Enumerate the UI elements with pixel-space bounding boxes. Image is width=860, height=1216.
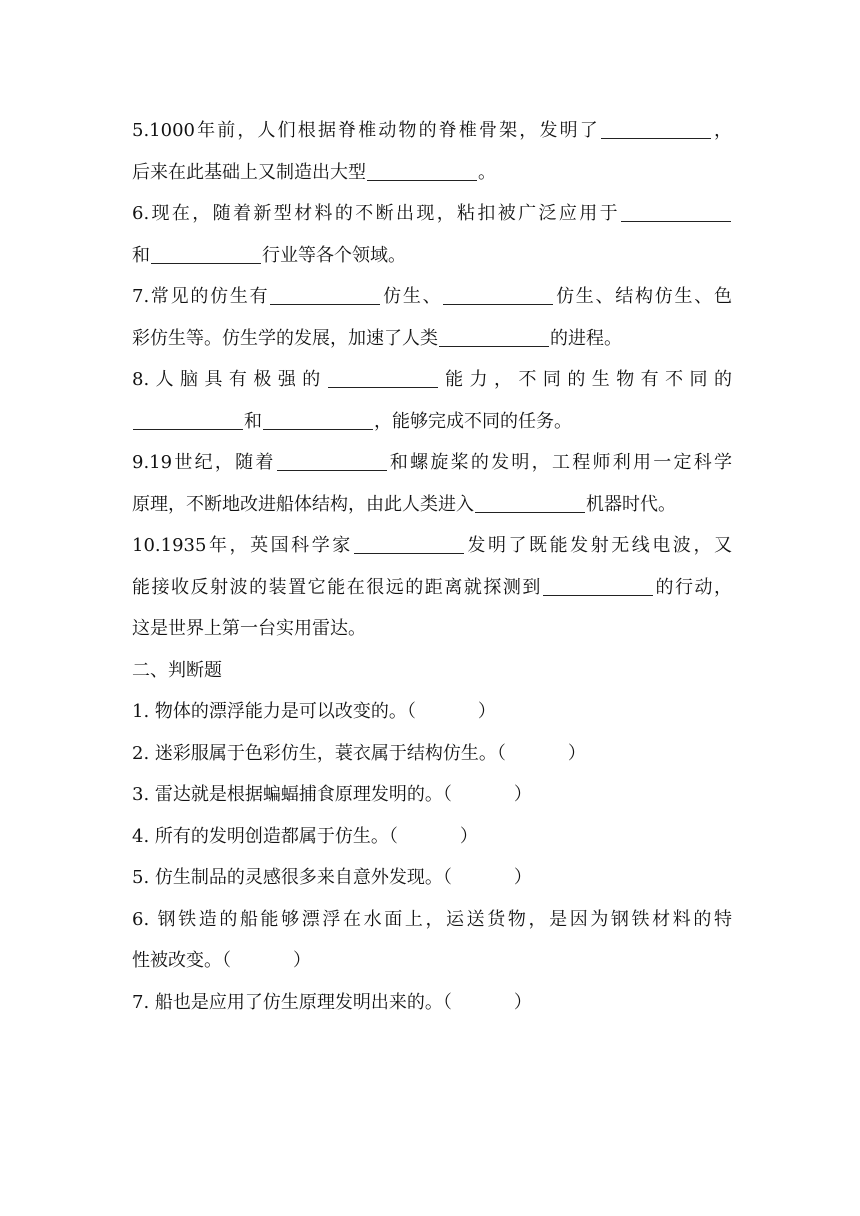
- answer-blank: [621, 201, 731, 222]
- question-6-line-2: 和 行业等各个领域。: [132, 244, 406, 266]
- judgement-item-7: 7. 船也是应用了仿生原理发明出来的。（ ）: [132, 991, 532, 1013]
- answer-blank: [263, 409, 373, 430]
- answer-blank: [277, 450, 387, 471]
- answer-blank: [270, 284, 380, 305]
- question-9-line-1: 9.19世纪，随着 和螺旋桨的发明，工程师利用一定科学: [132, 452, 732, 473]
- question-6-line-1: 6.现在，随着新型材料的不断出现，粘扣被广泛应用于: [132, 193, 732, 235]
- question-9-line-2: 原理，不断地改进船体结构，由此人类进入 机器时代。: [132, 493, 676, 515]
- judgement-item-4: 4. 所有的发明创造都属于仿生。（ ）: [132, 825, 478, 847]
- answer-blank: [475, 492, 585, 513]
- judgement-item-6-line-2: 性被改变。（ ）: [132, 950, 311, 971]
- answer-blank: [443, 284, 553, 305]
- question-5-line-1: 5.1000年前，人们根据脊椎动物的脊椎骨架，发明了 ，: [132, 120, 732, 141]
- question-8-line-2: 和 ，能够完成不同的任务。: [132, 401, 732, 443]
- answer-blank: [543, 575, 653, 596]
- question-10-line-2: 能接收反射波的装置它能在很远的距离就探测到 的行动，: [132, 576, 732, 598]
- question-7-line-2: 彩仿生等。仿生学的发展，加速了人类 的进程。: [132, 327, 622, 349]
- answer-blank: [354, 533, 464, 554]
- judgement-item-1: 1. 物体的漂浮能力是可以改变的。（ ）: [132, 701, 496, 722]
- question-7-line-1: 7.常见的仿生有 仿生、 仿生、结构仿生、色: [132, 286, 732, 307]
- judgement-item-5: 5. 仿生制品的灵感很多来自意外发现。（ ）: [132, 867, 532, 888]
- judgement-item-6-line-1: 6. 钢铁造的船能够漂浮在水面上，运送货物，是因为钢铁材料的特: [132, 908, 732, 930]
- answer-blank: [151, 243, 261, 264]
- question-10-line-1: 10.1935年，英国科学家 发明了既能发射无线电波，又: [132, 535, 732, 556]
- judgement-item-2: 2. 迷彩服属于色彩仿生，蓑衣属于结构仿生。（ ）: [132, 742, 586, 764]
- answer-blank: [367, 160, 477, 181]
- judgement-item-3: 3. 雷达就是根据蝙蝠捕食原理发明的。（ ）: [132, 784, 532, 805]
- worksheet-page: [132, 110, 732, 1023]
- answer-blank: [601, 118, 711, 139]
- question-5-line-2: 后来在此基础上又制造出大型 。: [132, 161, 496, 183]
- answer-blank: [328, 367, 438, 388]
- question-10-line-3: 这是世界上第一台实用雷达。: [132, 618, 366, 639]
- question-8-line-1: 8.人脑具有极强的 能力，不同的生物有不同的: [132, 369, 732, 390]
- section-title-judgement: 二、判断题: [132, 659, 222, 681]
- answer-blank: [133, 409, 243, 430]
- answer-blank: [439, 326, 549, 347]
